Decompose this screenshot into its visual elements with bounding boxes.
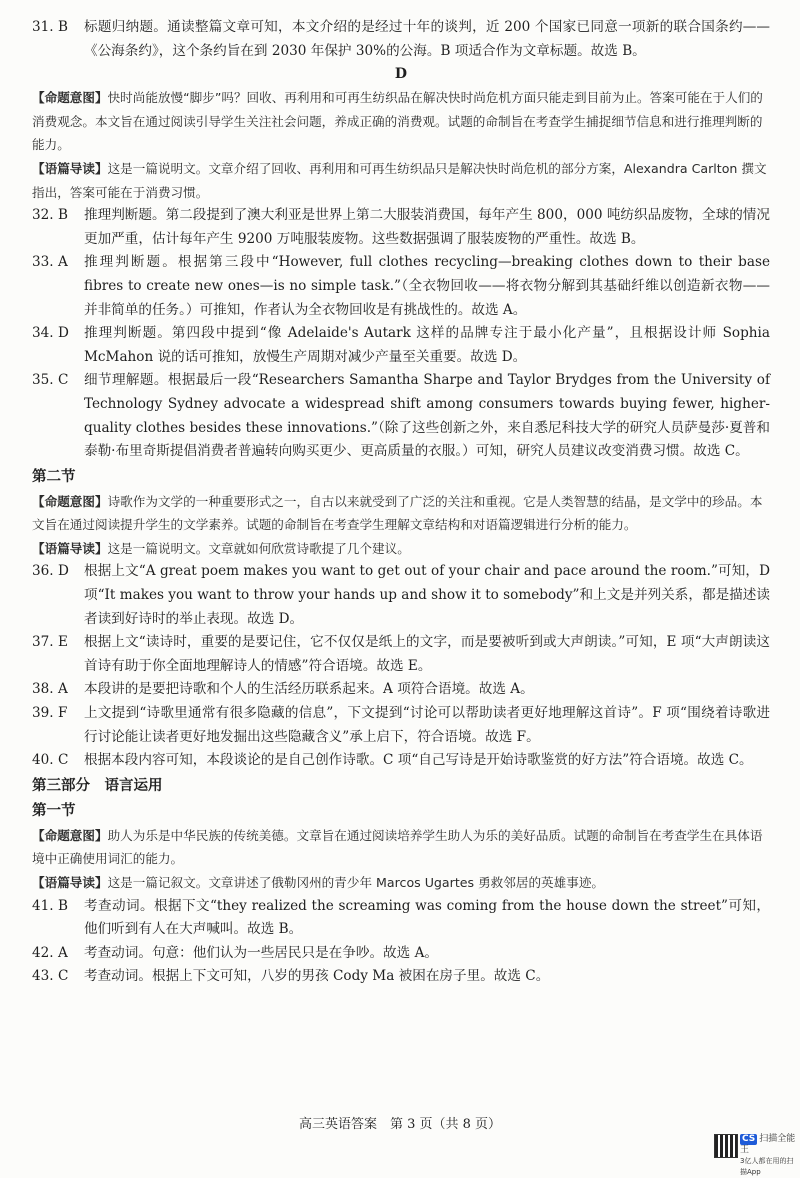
answer-text: 根据上文“读诗时，重要的是要记住，它不仅仅是纸上的文字，而是要被听到或大声朗读。”可知，E 项“大声朗读这首诗有助于你全面地理解诗人的情感”符合语境。故选 E。 [84, 634, 770, 674]
answer-number: 33. A [32, 254, 68, 271]
answer-text: 根据上文“A great poem makes you want to get out of your chair and pace around the room.”可知，D 项“It makes you want to throw your hands up and show it to somebody”和上文是并列关系，都是描述读者读到好诗时的举止表现。故选 D。 [84, 563, 770, 627]
answer-text: 考查动词。句意：他们认为一些居民只是在争吵。故选 A。 [84, 944, 438, 961]
answer-37 [32, 631, 770, 678]
intent-label: 【命题意图】 [32, 827, 108, 843]
qr-code-icon [714, 1134, 738, 1158]
answer-number: 37. E [32, 634, 68, 651]
answer-35 [32, 369, 770, 463]
part-heading: 第三部分 语言运用 [32, 776, 163, 794]
answer-number: 40. C [32, 752, 69, 769]
answer-number: 34. D [32, 325, 69, 342]
answer-text: 上文提到“诗歌里通常有很多隐藏的信息”，下文提到“讨论可以帮助读者更好地理解这首诗”。F 项“围绕着诗歌进行讨论能让读者更好地发掘出这些隐藏含义”承上启下，符合语境。故选 F。 [84, 705, 770, 745]
answer-number: 42. A [32, 944, 68, 961]
guide-text: 这是一篇说明文。文章介绍了回收、再利用和可再生纺织品只是解决快时尚危机的部分方案，Alexandra Carlton 撰文指出，答案可能在于消费习惯。 [32, 160, 767, 200]
guide-paragraph [32, 157, 770, 204]
answer-text: 推理判断题。根据第三段中“However, full clothes recycling—breaking clothes down to their base fibres to create new ones—is no simple task.”（全衣物回收——将衣物分解到其基础纤维以创造新衣物——并非简单的任务。）可推知，作者认为全衣物回收是有挑战性的。故选 A。 [84, 254, 770, 318]
intent-label: 【命题意图】 [32, 493, 108, 509]
answer-38 [32, 678, 770, 702]
answer-text: 细节理解题。根据最后一段“Researchers Samantha Sharpe and Taylor Brydges from the University of Technology Sydney advocate a widespread shift among consumers towards buying fewer, higher-quality clothes besides these innovations.”（除了这些创新之外，来自悉尼科技大学的研究人员萨曼莎·夏普和泰勒·布里奇斯提倡消费者普遍转向购买更少、更高质量的衣服。）可知，研究人员建议改变消费习惯。故选 C。 [84, 372, 770, 460]
guide-paragraph [32, 871, 770, 895]
intent-paragraph [32, 824, 770, 871]
guide-paragraph [32, 537, 770, 561]
answer-text: 推理判断题。第二段提到了澳大利亚是世界上第二大服装消费国，每年产生 800，000 吨纺织品废物，全球的情况更加严重，估计每年产生 9200 万吨服装废物。这些数据强调了服装废物的严重性。故选 B。 [84, 207, 770, 247]
answer-page [32, 16, 770, 989]
answer-text: 本段讲的是要把诗歌和个人的生活经历联系起来。A 项符合语境。故选 A。 [84, 681, 534, 698]
answer-number: 41. B [32, 897, 68, 914]
intent-text: 快时尚能放慢“脚步”吗？回收、再利用和可再生纺织品在解决快时尚危机方面只能走到目前为止。答案可能在于人们的消费观念。本文旨在通过阅读引导学生关注社会问题，养成正确的消费观。试题的命制旨在考查学生捕捉细节信息和进行推理判断的能力。 [32, 90, 763, 153]
scanner-watermark [740, 1134, 800, 1178]
passage-heading-d: D [394, 66, 408, 83]
section-heading: 第二节 [32, 467, 76, 485]
intent-paragraph [32, 86, 770, 157]
answer-33 [32, 251, 770, 322]
section-heading: 第一节 [32, 801, 76, 819]
answer-number: 43. C [32, 968, 69, 985]
answer-41 [32, 895, 770, 942]
guide-label: 【语篇导读】 [32, 160, 108, 176]
answer-39 [32, 702, 770, 749]
answer-text: 推理判断题。第四段中提到“像 Adelaide's Autark 这样的品牌专注于最小化产量”，且根据设计师 Sophia McMahon 说的话可推知，放慢生产周期对减少产量至关重要。故选 D。 [84, 325, 770, 365]
scanner-tagline: 3亿人都在用的扫描App [740, 1157, 794, 1176]
page-footer: 高三英语答案 第 3 页（共 8 页） [298, 1117, 502, 1132]
answer-42 [32, 942, 770, 966]
answer-text: 根据本段内容可知，本段谈论的是自己创作诗歌。C 项“自己写诗是开始诗歌鉴赏的好方法”符合语境。故选 C。 [84, 752, 753, 769]
answer-40 [32, 749, 770, 773]
answer-43 [32, 965, 770, 989]
guide-label: 【语篇导读】 [32, 540, 108, 556]
answer-31 [32, 16, 770, 63]
answer-number: 36. D [32, 563, 69, 580]
answer-text: 标题归纳题。通读整篇文章可知，本文介绍的是经过十年的谈判，近 200 个国家已同意一项新的联合国条约——《公海条约》，这个条约旨在到 2030 年保护 30%的公海。B 项适合作为文章标题。故选 B。 [84, 19, 770, 59]
intent-text: 诗歌作为文学的一种重要形式之一，自古以来就受到了广泛的关注和重视。它是人类智慧的结晶，是文学中的珍品。本文旨在通过阅读提升学生的文学素养。试题的命制旨在考查学生理解文章结构和对语篇逻辑进行分析的能力。 [32, 493, 763, 533]
intent-paragraph [32, 490, 770, 537]
guide-text: 这是一篇记叙文。文章讲述了俄勒冈州的青少年 Marcos Ugartes 勇救邻居的英雄事迹。 [107, 875, 605, 890]
answer-number: 32. B [32, 207, 68, 224]
answer-text: 考查动词。根据下文“they realized the screaming was coming from the house down the street”可知，他们听到有人在大声喊叫。故选 B。 [84, 897, 770, 938]
guide-text: 这是一篇说明文。文章就如何欣赏诗歌提了几个建议。 [107, 540, 410, 556]
intent-text: 助人为乐是中华民族的传统美德。文章旨在通过阅读培养学生助人为乐的美好品质。试题的命制旨在考查学生在具体语境中正确使用词汇的能力。 [32, 827, 763, 867]
camscanner-logo-icon: CS [742, 1134, 756, 1144]
answer-number: 35. C [32, 372, 69, 389]
answer-36 [32, 560, 770, 631]
intent-label: 【命题意图】 [32, 90, 108, 106]
answer-number: 38. A [32, 681, 68, 698]
answer-text: 考查动词。根据上下文可知，八岁的男孩 Cody Ma 被困在房子里。故选 C。 [84, 968, 550, 985]
answer-32 [32, 204, 770, 251]
answer-34 [32, 322, 770, 369]
answer-number: 39. F [32, 705, 68, 722]
answer-number: 31. B [32, 19, 68, 35]
guide-label: 【语篇导读】 [32, 875, 108, 890]
scanner-name: 扫描全能王 [740, 1134, 796, 1155]
